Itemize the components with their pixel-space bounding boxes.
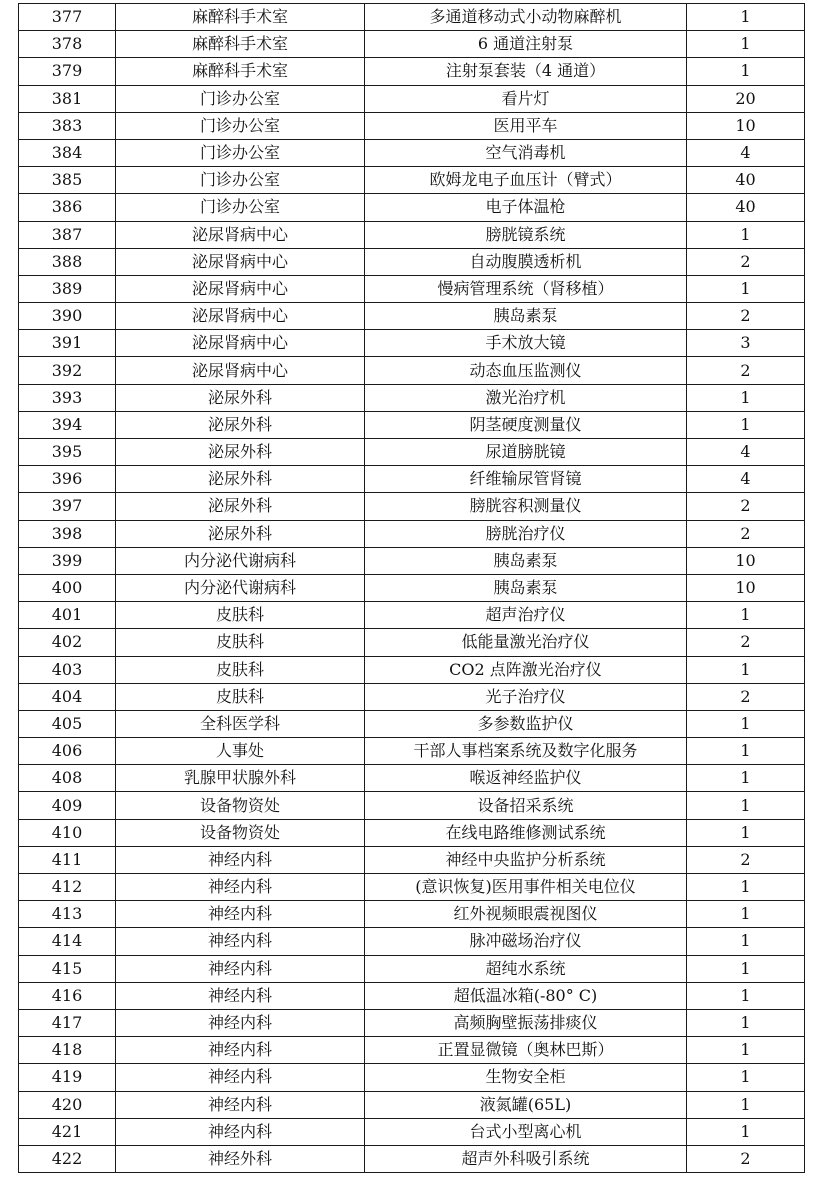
row-number-cell: 396	[19, 466, 116, 493]
table-row	[19, 955, 805, 982]
table-row	[19, 846, 805, 873]
table-row	[19, 710, 805, 737]
equipment-name-cell: 高频胸壁振荡排痰仪	[365, 1009, 687, 1036]
quantity-cell: 1	[687, 874, 805, 901]
row-number-cell: 417	[19, 1009, 116, 1036]
equipment-name-cell: 胰岛素泵	[365, 547, 687, 574]
department-cell: 神经内科	[116, 1118, 365, 1145]
row-number-cell: 408	[19, 765, 116, 792]
table-row	[19, 275, 805, 302]
row-number-cell: 378	[19, 31, 116, 58]
row-number-cell: 415	[19, 955, 116, 982]
table-row	[19, 574, 805, 601]
department-cell: 泌尿外科	[116, 520, 365, 547]
department-cell: 麻醉科手术室	[116, 58, 365, 85]
table-row	[19, 792, 805, 819]
quantity-cell: 2	[687, 846, 805, 873]
quantity-cell: 1	[687, 928, 805, 955]
department-cell: 泌尿外科	[116, 411, 365, 438]
equipment-name-cell: 红外视频眼震视图仪	[365, 901, 687, 928]
row-number-cell: 394	[19, 411, 116, 438]
equipment-name-cell: 阴茎硬度测量仪	[365, 411, 687, 438]
equipment-name-cell: 多参数监护仪	[365, 710, 687, 737]
quantity-cell: 10	[687, 547, 805, 574]
row-number-cell: 418	[19, 1037, 116, 1064]
quantity-cell: 1	[687, 411, 805, 438]
department-cell: 人事处	[116, 738, 365, 765]
table-row	[19, 547, 805, 574]
quantity-cell: 2	[687, 357, 805, 384]
quantity-cell: 4	[687, 466, 805, 493]
equipment-name-cell: 空气消毒机	[365, 139, 687, 166]
quantity-cell: 10	[687, 112, 805, 139]
table-row	[19, 874, 805, 901]
row-number-cell: 422	[19, 1145, 116, 1172]
row-number-cell: 386	[19, 194, 116, 221]
equipment-name-cell: 纤维输尿管肾镜	[365, 466, 687, 493]
row-number-cell: 395	[19, 439, 116, 466]
equipment-name-cell: 胰岛素泵	[365, 574, 687, 601]
department-cell: 麻醉科手术室	[116, 4, 365, 31]
equipment-name-cell: 注射泵套装（4 通道）	[365, 58, 687, 85]
equipment-name-cell: 看片灯	[365, 85, 687, 112]
equipment-name-cell: 低能量激光治疗仪	[365, 629, 687, 656]
quantity-cell: 4	[687, 439, 805, 466]
equipment-name-cell: 手术放大镜	[365, 330, 687, 357]
table-row	[19, 31, 805, 58]
department-cell: 门诊办公室	[116, 85, 365, 112]
row-number-cell: 413	[19, 901, 116, 928]
department-cell: 门诊办公室	[116, 139, 365, 166]
department-cell: 设备物资处	[116, 819, 365, 846]
department-cell: 神经内科	[116, 982, 365, 1009]
department-cell: 神经内科	[116, 846, 365, 873]
table-row	[19, 330, 805, 357]
quantity-cell: 1	[687, 602, 805, 629]
quantity-cell: 4	[687, 139, 805, 166]
department-cell: 皮肤科	[116, 602, 365, 629]
department-cell: 神经内科	[116, 1091, 365, 1118]
equipment-name-cell: 电子体温枪	[365, 194, 687, 221]
department-cell: 全科医学科	[116, 710, 365, 737]
department-cell: 神经内科	[116, 1064, 365, 1091]
equipment-name-cell: 设备招采系统	[365, 792, 687, 819]
row-number-cell: 404	[19, 683, 116, 710]
quantity-cell: 1	[687, 58, 805, 85]
table-row	[19, 4, 805, 31]
department-cell: 泌尿外科	[116, 493, 365, 520]
row-number-cell: 412	[19, 874, 116, 901]
table-row	[19, 493, 805, 520]
equipment-name-cell: 脉冲磁场治疗仪	[365, 928, 687, 955]
row-number-cell: 387	[19, 221, 116, 248]
equipment-name-cell: 膀胱镜系统	[365, 221, 687, 248]
quantity-cell: 2	[687, 683, 805, 710]
quantity-cell: 1	[687, 765, 805, 792]
table-body	[19, 4, 805, 1173]
table-row	[19, 901, 805, 928]
table-row	[19, 629, 805, 656]
department-cell: 神经内科	[116, 928, 365, 955]
equipment-name-cell: 超低温冰箱(-80° C)	[365, 982, 687, 1009]
equipment-name-cell: 超声外科吸引系统	[365, 1145, 687, 1172]
department-cell: 门诊办公室	[116, 167, 365, 194]
department-cell: 乳腺甲状腺外科	[116, 765, 365, 792]
quantity-cell: 1	[687, 982, 805, 1009]
table-row	[19, 139, 805, 166]
row-number-cell: 419	[19, 1064, 116, 1091]
table-row	[19, 656, 805, 683]
equipment-name-cell: 膀胱容积测量仪	[365, 493, 687, 520]
equipment-name-cell: 超纯水系统	[365, 955, 687, 982]
table-row	[19, 738, 805, 765]
table-row	[19, 1091, 805, 1118]
equipment-name-cell: 欧姆龙电子血压计（臂式）	[365, 167, 687, 194]
row-number-cell: 401	[19, 602, 116, 629]
table-row	[19, 1145, 805, 1172]
department-cell: 神经内科	[116, 1009, 365, 1036]
row-number-cell: 421	[19, 1118, 116, 1145]
row-number-cell: 410	[19, 819, 116, 846]
equipment-name-cell: 正置显微镜（奥林巴斯）	[365, 1037, 687, 1064]
row-number-cell: 388	[19, 248, 116, 275]
row-number-cell: 397	[19, 493, 116, 520]
department-cell: 皮肤科	[116, 629, 365, 656]
quantity-cell: 1	[687, 1118, 805, 1145]
table-row	[19, 112, 805, 139]
quantity-cell: 1	[687, 1037, 805, 1064]
quantity-cell: 20	[687, 85, 805, 112]
table-row	[19, 1037, 805, 1064]
department-cell: 内分泌代谢病科	[116, 547, 365, 574]
table-row	[19, 221, 805, 248]
table-row	[19, 683, 805, 710]
equipment-table-page	[18, 3, 804, 1173]
department-cell: 泌尿肾病中心	[116, 221, 365, 248]
equipment-name-cell: 在线电路维修测试系统	[365, 819, 687, 846]
table-row	[19, 1064, 805, 1091]
row-number-cell: 403	[19, 656, 116, 683]
table-row	[19, 167, 805, 194]
table-row	[19, 928, 805, 955]
equipment-name-cell: (意识恢复)医用事件相关电位仪	[365, 874, 687, 901]
quantity-cell: 1	[687, 384, 805, 411]
row-number-cell: 383	[19, 112, 116, 139]
equipment-name-cell: 神经中央监护分析系统	[365, 846, 687, 873]
row-number-cell: 393	[19, 384, 116, 411]
quantity-cell: 1	[687, 221, 805, 248]
quantity-cell: 1	[687, 738, 805, 765]
table-row	[19, 819, 805, 846]
department-cell: 神经内科	[116, 955, 365, 982]
quantity-cell: 1	[687, 1064, 805, 1091]
department-cell: 设备物资处	[116, 792, 365, 819]
equipment-name-cell: 光子治疗仪	[365, 683, 687, 710]
department-cell: 泌尿肾病中心	[116, 275, 365, 302]
equipment-name-cell: 自动腹膜透析机	[365, 248, 687, 275]
equipment-name-cell: 喉返神经监护仪	[365, 765, 687, 792]
quantity-cell: 2	[687, 520, 805, 547]
department-cell: 泌尿外科	[116, 384, 365, 411]
table-row	[19, 357, 805, 384]
equipment-name-cell: 激光治疗机	[365, 384, 687, 411]
row-number-cell: 402	[19, 629, 116, 656]
equipment-name-cell: 膀胱治疗仪	[365, 520, 687, 547]
equipment-name-cell: CO2 点阵激光治疗仪	[365, 656, 687, 683]
table-row	[19, 85, 805, 112]
table-row	[19, 411, 805, 438]
row-number-cell: 385	[19, 167, 116, 194]
row-number-cell: 399	[19, 547, 116, 574]
quantity-cell: 1	[687, 710, 805, 737]
table-row	[19, 248, 805, 275]
department-cell: 神经内科	[116, 874, 365, 901]
row-number-cell: 400	[19, 574, 116, 601]
table-row	[19, 466, 805, 493]
department-cell: 麻醉科手术室	[116, 31, 365, 58]
table-row	[19, 194, 805, 221]
department-cell: 门诊办公室	[116, 112, 365, 139]
quantity-cell: 1	[687, 31, 805, 58]
row-number-cell: 389	[19, 275, 116, 302]
quantity-cell: 1	[687, 819, 805, 846]
equipment-name-cell: 液氮罐(65L)	[365, 1091, 687, 1118]
quantity-cell: 10	[687, 574, 805, 601]
row-number-cell: 411	[19, 846, 116, 873]
quantity-cell: 1	[687, 901, 805, 928]
table-row	[19, 765, 805, 792]
department-cell: 神经内科	[116, 1037, 365, 1064]
row-number-cell: 416	[19, 982, 116, 1009]
table-row	[19, 384, 805, 411]
department-cell: 泌尿肾病中心	[116, 248, 365, 275]
row-number-cell: 390	[19, 303, 116, 330]
department-cell: 内分泌代谢病科	[116, 574, 365, 601]
row-number-cell: 398	[19, 520, 116, 547]
department-cell: 神经内科	[116, 901, 365, 928]
row-number-cell: 414	[19, 928, 116, 955]
row-number-cell: 409	[19, 792, 116, 819]
equipment-name-cell: 医用平车	[365, 112, 687, 139]
quantity-cell: 3	[687, 330, 805, 357]
table-row	[19, 982, 805, 1009]
quantity-cell: 2	[687, 1145, 805, 1172]
quantity-cell: 1	[687, 275, 805, 302]
row-number-cell: 384	[19, 139, 116, 166]
equipment-name-cell: 6 通道注射泵	[365, 31, 687, 58]
table-row	[19, 602, 805, 629]
table-row	[19, 1118, 805, 1145]
equipment-name-cell: 生物安全柜	[365, 1064, 687, 1091]
equipment-name-cell: 多通道移动式小动物麻醉机	[365, 4, 687, 31]
table-row	[19, 520, 805, 547]
quantity-cell: 2	[687, 629, 805, 656]
row-number-cell: 391	[19, 330, 116, 357]
quantity-cell: 1	[687, 4, 805, 31]
department-cell: 泌尿外科	[116, 466, 365, 493]
department-cell: 神经外科	[116, 1145, 365, 1172]
quantity-cell: 1	[687, 792, 805, 819]
row-number-cell: 377	[19, 4, 116, 31]
department-cell: 泌尿外科	[116, 439, 365, 466]
table-row	[19, 1009, 805, 1036]
quantity-cell: 1	[687, 1091, 805, 1118]
quantity-cell: 1	[687, 1009, 805, 1036]
row-number-cell: 420	[19, 1091, 116, 1118]
quantity-cell: 2	[687, 248, 805, 275]
quantity-cell: 40	[687, 194, 805, 221]
quantity-cell: 1	[687, 955, 805, 982]
department-cell: 皮肤科	[116, 683, 365, 710]
equipment-name-cell: 动态血压监测仪	[365, 357, 687, 384]
table-row	[19, 303, 805, 330]
equipment-name-cell: 超声治疗仪	[365, 602, 687, 629]
equipment-name-cell: 尿道膀胱镜	[365, 439, 687, 466]
department-cell: 皮肤科	[116, 656, 365, 683]
department-cell: 泌尿肾病中心	[116, 357, 365, 384]
quantity-cell: 1	[687, 656, 805, 683]
quantity-cell: 2	[687, 303, 805, 330]
row-number-cell: 379	[19, 58, 116, 85]
equipment-name-cell: 台式小型离心机	[365, 1118, 687, 1145]
department-cell: 泌尿肾病中心	[116, 330, 365, 357]
quantity-cell: 40	[687, 167, 805, 194]
department-cell: 泌尿肾病中心	[116, 303, 365, 330]
equipment-name-cell: 胰岛素泵	[365, 303, 687, 330]
row-number-cell: 392	[19, 357, 116, 384]
row-number-cell: 405	[19, 710, 116, 737]
quantity-cell: 2	[687, 493, 805, 520]
equipment-name-cell: 慢病管理系统（肾移植）	[365, 275, 687, 302]
department-cell: 门诊办公室	[116, 194, 365, 221]
table-row	[19, 439, 805, 466]
row-number-cell: 406	[19, 738, 116, 765]
row-number-cell: 381	[19, 85, 116, 112]
equipment-list-table	[18, 3, 805, 1173]
table-row	[19, 58, 805, 85]
equipment-name-cell: 干部人事档案系统及数字化服务	[365, 738, 687, 765]
